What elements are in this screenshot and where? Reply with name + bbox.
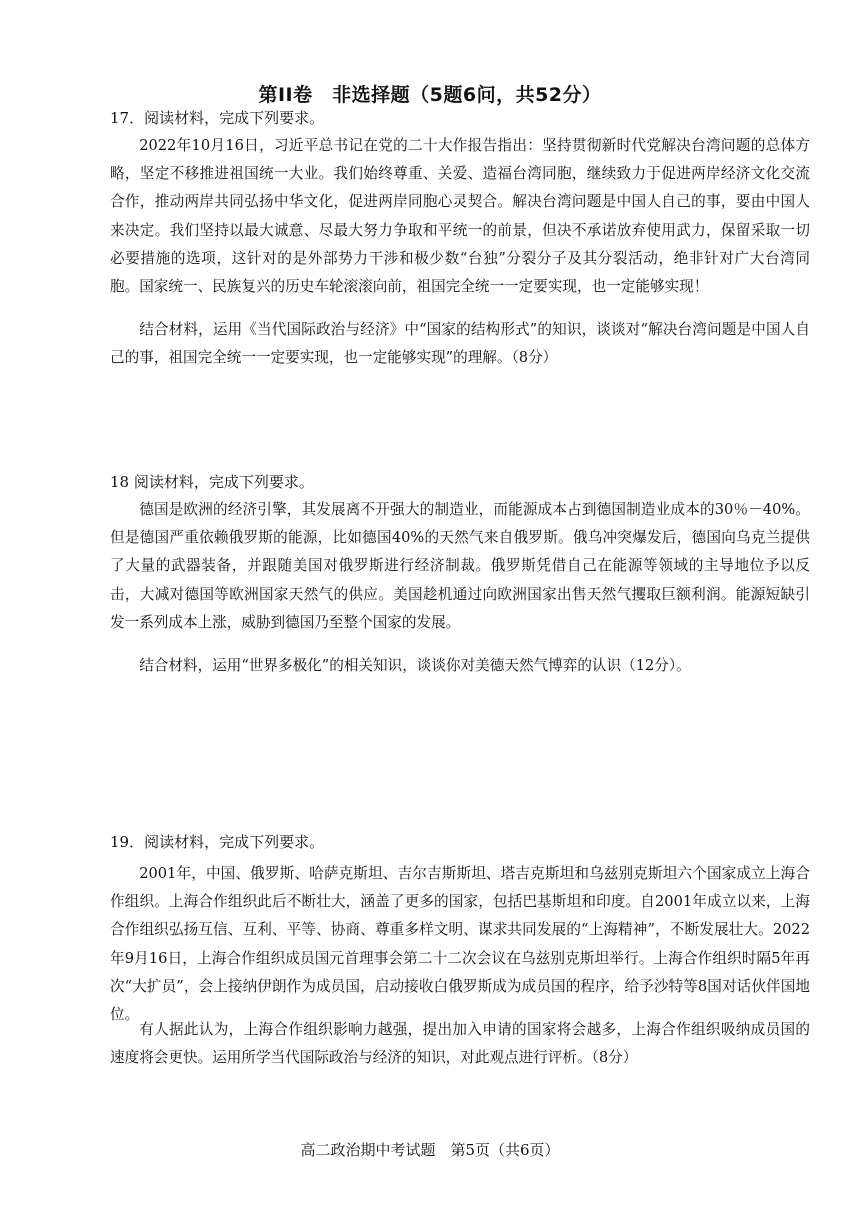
page-footer: 高二政治期中考试题 第5页（共6页） bbox=[300, 1141, 560, 1159]
question-17-material: 2022年10月16日，习近平总书记在党的二十大作报告指出：坚持贯彻新时代党解决台湾问题的总体方略，坚定不移推进祖国统一大业。我们始终尊重、关爱、造福台湾同胞，继续致力于促进两岸经济文化交流合作，推动两岸共同弘扬中华文化，促进两岸同胞心灵契合。解决台湾问题是中国人自己的事，要由中国人来决定。我们坚持以最大诚意、尽最大努力争取和平统一的前景，但决不承诺放弃使用武力，保留采取一切必要措施的选项，这针对的是外部势力干涉和极少数“台独”分裂分子及其分裂活动，绝非针对广大台湾同胞。国家统一、民族复兴的历史车轮滚滚向前，祖国完全统一一定要实现，也一定能够实现！ bbox=[110, 137, 810, 296]
question-19-material: 2001年，中国、俄罗斯、哈萨克斯坦、吉尔吉斯斯坦、塔吉克斯坦和乌兹别克斯坦六个国家成立上海合作组织。上海合作组织此后不断壮大，涵盖了更多的国家，包括巴基斯坦和印度。自2001年成立以来，上海合作组织弘扬互信、互利、平等、协商、尊重多样文明、谋求共同发展的“上海精神”，不断发展壮大。2022年9月16日，上海合作组织成员国元首理事会第二十二次会议在乌兹别克斯坦举行。上海合作组织时隔5年再次“大扩员”，会上接纳伊朗作为成员国，启动接收白俄罗斯成为成员国的程序，给予沙特等8国对话伙伴国地位。 bbox=[110, 865, 810, 1024]
question-18-label: 18 阅读材料，完成下列要求。 bbox=[110, 473, 314, 491]
question-17-prompt: 结合材料，运用《当代国际政治与经济》中“国家的结构形式”的知识，谈谈对“解决台湾问题是中国人自己的事，祖国完全统一一定要实现，也一定能够实现”的理解。（8分） bbox=[110, 321, 810, 367]
question-18-material: 德国是欧洲的经济引擎，其发展离不开强大的制造业，而能源成本占到德国制造业成本的30％－40%。但是德国严重依赖俄罗斯的能源，比如德国40%的天然气来自俄罗斯。俄乌冲突爆发后，德国向乌克兰提供了大量的武器装备，并跟随美国对俄罗斯进行经济制裁。俄罗斯凭借自己在能源等领域的主导地位予以反击，大减对德国等欧洲国家天然气的供应。美国趁机通过向欧洲国家出售天然气攫取巨额利润。能源短缺引发一系列成本上涨，威胁到德国乃至整个国家的发展。 bbox=[110, 501, 810, 631]
section-title: 第II卷 非选择题（5题6问，共52分） bbox=[258, 84, 602, 106]
question-19-prompt: 有人据此认为，上海合作组织影响力越强，提出加入申请的国家将会越多，上海合作组织吸纳成员国的速度将会更快。运用所学当代国际政治与经济的知识，对此观点进行评析。（8分） bbox=[110, 1021, 810, 1067]
question-18-prompt: 结合材料，运用“世界多极化”的相关知识，谈谈你对美德天然气博弈的认识（12分）。 bbox=[139, 657, 691, 674]
question-19-label: 19．阅读材料，完成下列要求。 bbox=[110, 833, 325, 851]
question-17-label: 17．阅读材料，完成下列要求。 bbox=[110, 109, 325, 127]
